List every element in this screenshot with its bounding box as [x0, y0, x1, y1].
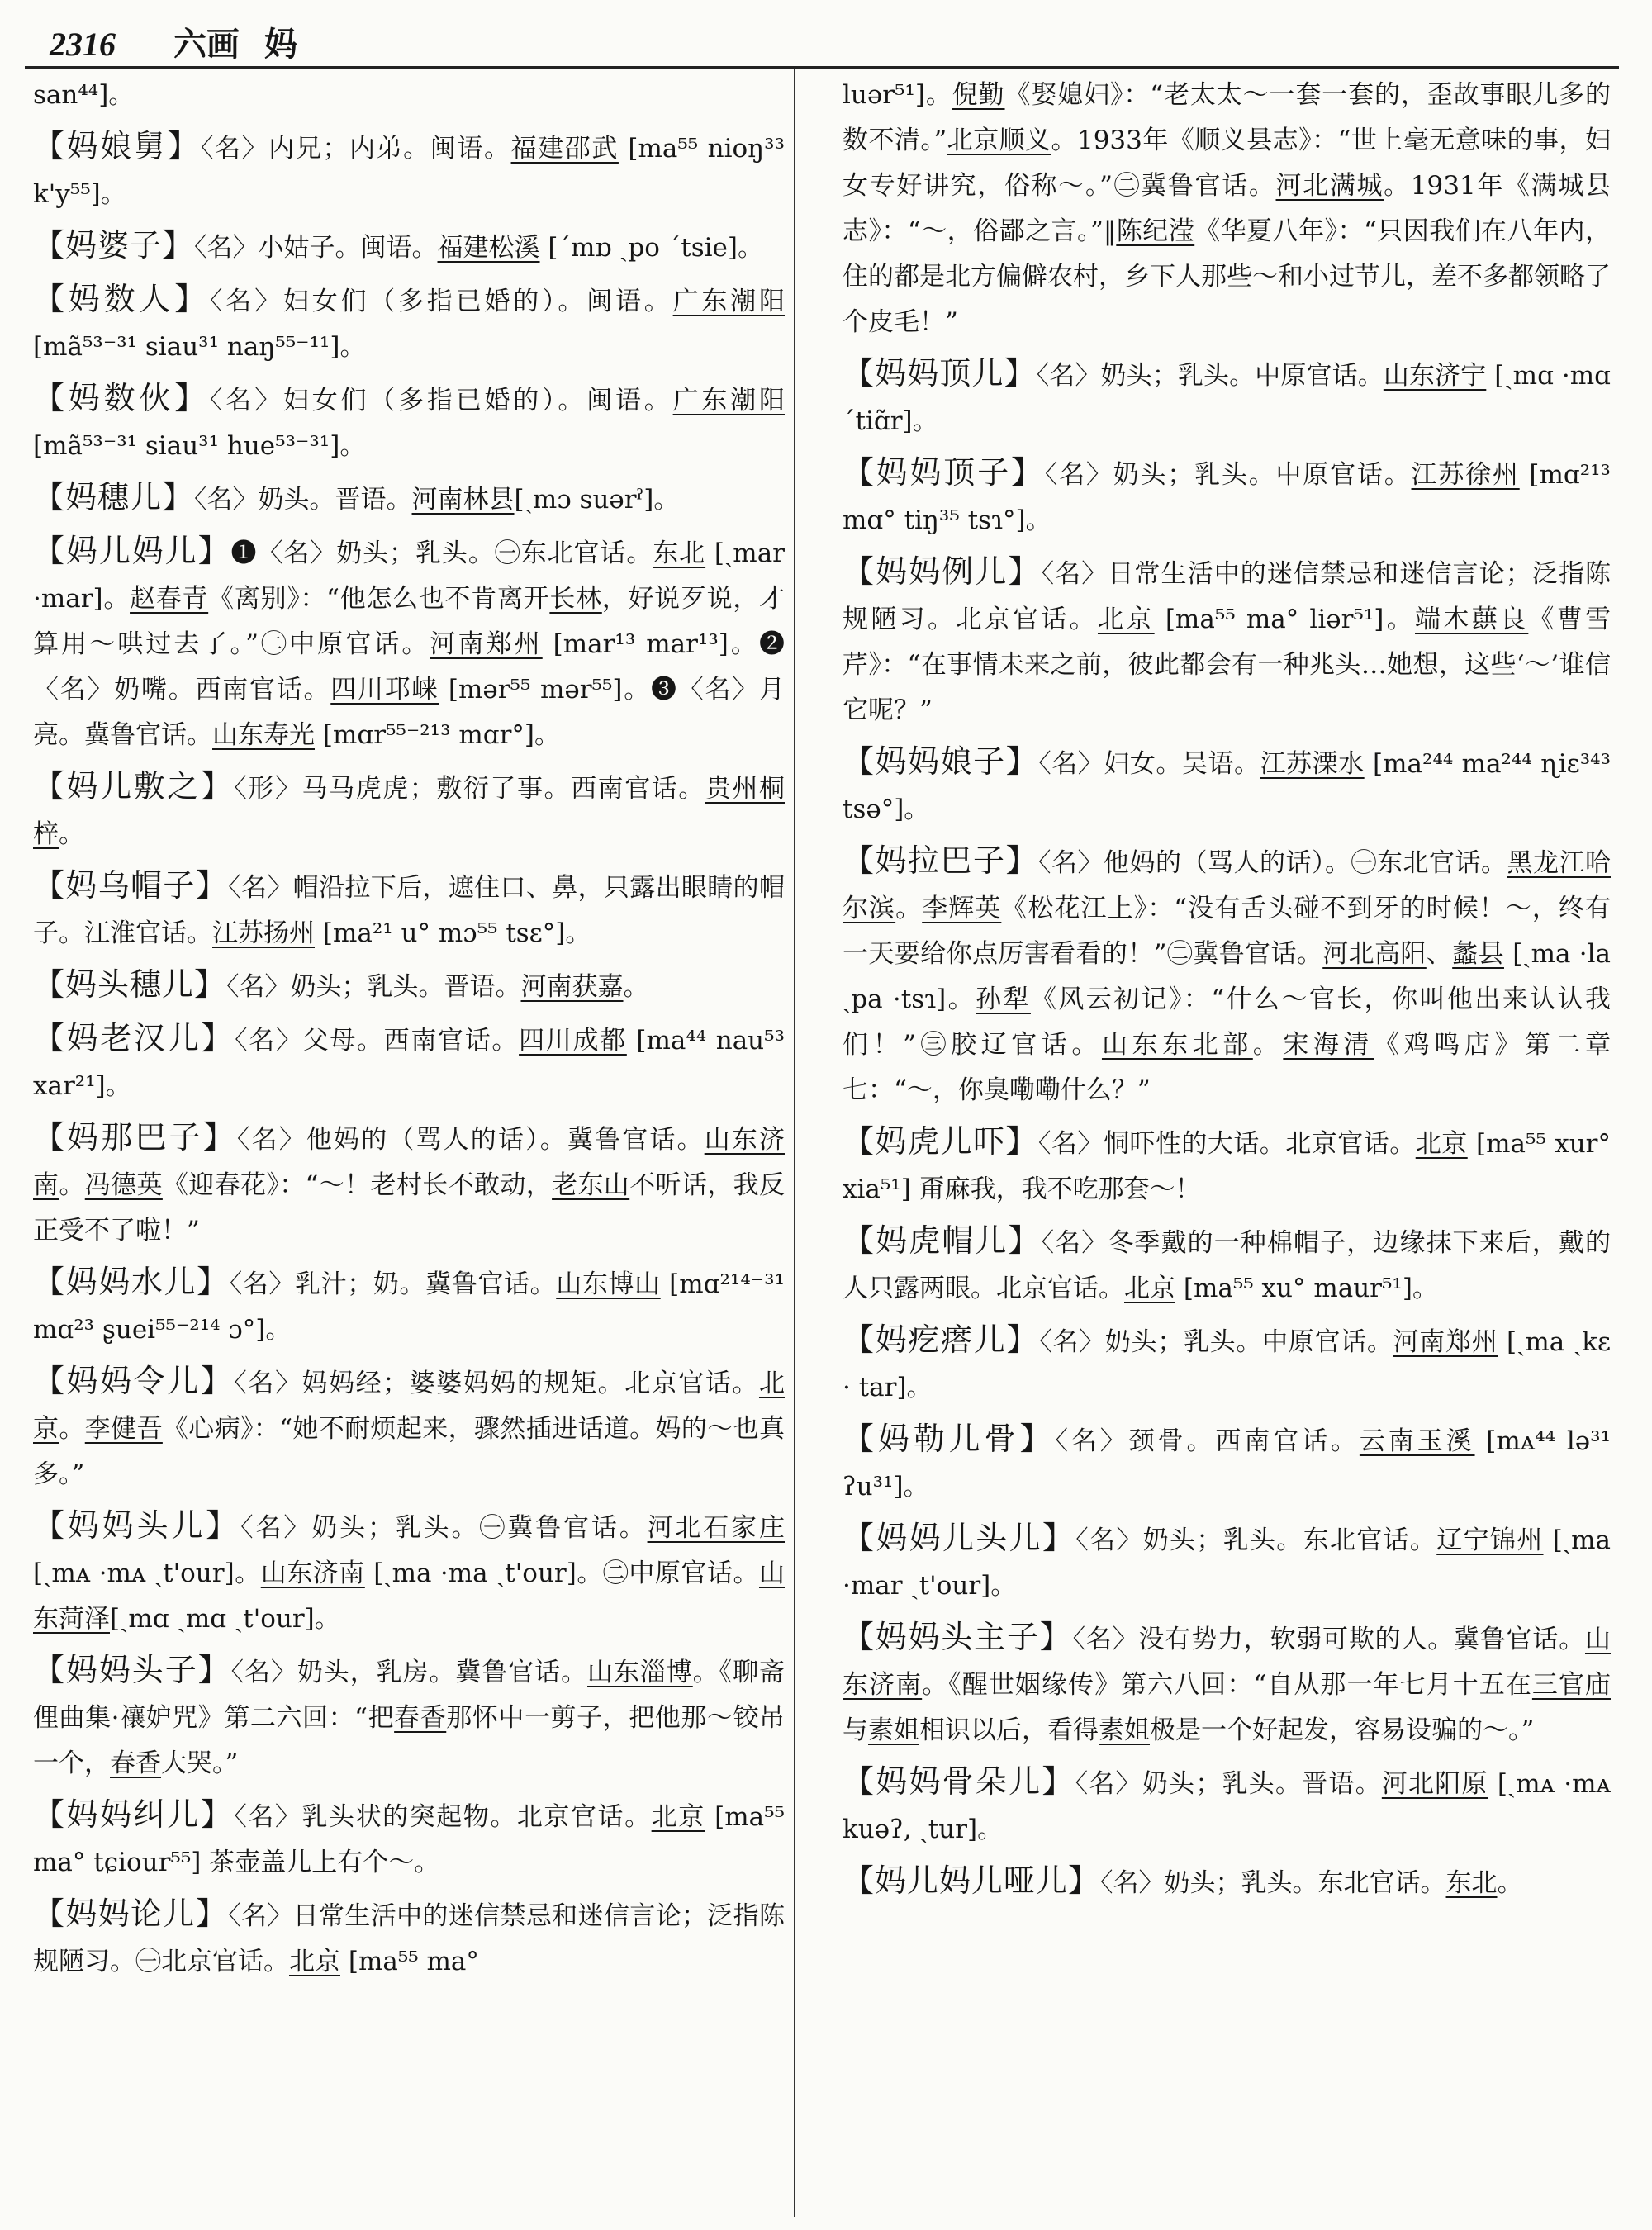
dictionary-entry	[843, 739, 1611, 833]
entry-text: 。	[895, 894, 923, 923]
entry-text: 、	[1426, 939, 1453, 969]
entry-text: [ma⁵⁵ ma°	[340, 1947, 479, 1976]
entry-text: 〈名〉内兄；内弟。闽语。	[200, 134, 511, 164]
entry-text: [mɑ²¹³ mɑ° tiŋ³⁵ tsɿ°]。	[843, 460, 1611, 535]
place-or-name-underlined: 北京顺义	[947, 126, 1051, 155]
place-or-name-underlined: 广东潮阳	[672, 386, 785, 415]
entry-text: [ma⁵⁵ nioŋ³³ k'y⁵⁵]。	[33, 134, 785, 209]
entry-text: [mã⁵³⁻³¹ siau³¹ hue⁵³⁻³¹]。	[33, 431, 366, 461]
dictionary-entry	[843, 1416, 1611, 1510]
entry-text: [ma⁴⁴ nau⁵³ xar²¹]。	[33, 1026, 785, 1101]
section-label: 六画	[173, 25, 240, 64]
entry-text: 《鸡鸣店》第二章七：“～，你臭嘞嘞什么？”	[843, 1030, 1611, 1105]
place-or-name-underlined: 山东菏泽	[33, 1559, 785, 1634]
dictionary-entry	[843, 1759, 1611, 1853]
entry-text: [ˏmɑ ˏmɑ ˏt'our]。	[110, 1604, 340, 1634]
left-column	[33, 73, 785, 2220]
entry-text: 《松花江上》：“没有舌头碰不到牙的时候！～，终有一天要给你点厉害看看的！”㊁冀鲁官话。	[843, 894, 1611, 969]
entry-headword: 【妈儿敷之】	[33, 768, 235, 804]
dictionary-entry	[843, 351, 1611, 444]
header-rule	[25, 66, 1619, 69]
place-or-name-underlined: 山东济宁	[1383, 361, 1487, 391]
entry-text: [mar¹³ mar¹³]。❷〈名〉奶嘴。西南官话。	[33, 629, 785, 705]
place-or-name-underlined: 东北	[653, 539, 706, 568]
entry-headword: 【妈妈例儿】	[843, 553, 1042, 590]
place-or-name-underlined: 春香	[394, 1703, 447, 1733]
place-or-name-underlined: 山东济南	[843, 1625, 1611, 1700]
entry-text: [ˏmɔ suərˀ]。	[514, 485, 680, 515]
entry-text: 〈名〉小姑子。闽语。	[194, 233, 438, 263]
entry-text: [ma²¹ u° mɔ⁵⁵ tsɛ°]。	[315, 918, 591, 948]
entry-text: [ˏmar ·mar]。	[33, 539, 785, 614]
entry-text: 〈名〉没有势力，软弱可欺的人。冀鲁官话。	[1072, 1625, 1585, 1654]
entry-headword: 【妈头穗儿】	[33, 966, 227, 1003]
entry-text: 〈名〉日常生活中的迷信禁忌和迷信言论；泛指陈规陋习。㊀北京官话。	[33, 1901, 785, 1976]
dictionary-entry	[33, 1891, 785, 1985]
entry-text: 《曹雪芹》：“在事情未来之前，彼此都会有一种兆头…她想，这些‘～’谁信它呢？”	[843, 605, 1611, 725]
header-character: 妈	[264, 25, 297, 64]
entry-text: 。1933年《顺义县志》：“世上毫无意味的事，妇女专好讲究，俗称～。”㊁冀鲁官话。	[843, 126, 1611, 201]
place-or-name-underlined: 素姐	[1099, 1715, 1150, 1745]
place-or-name-underlined: 端木蕻良	[1415, 605, 1529, 634]
entry-text: [mər⁵⁵ mər⁵⁵]。❸〈名〉月亮。冀鲁官话。	[33, 675, 785, 750]
entry-text: 。	[623, 972, 649, 1002]
place-or-name-underlined: 河北满城	[1275, 171, 1384, 201]
entry-headword: 【妈数人】	[33, 281, 210, 317]
place-or-name-underlined: 蠡县	[1452, 939, 1504, 969]
entry-text: [ˏma ·la ˏpa ·tsɿ]。	[843, 939, 1611, 1014]
dictionary-entry	[33, 475, 785, 523]
entry-text: 〈名〉妇女们（多指已婚的）。闽语。	[210, 287, 673, 316]
place-or-name-underlined: 贵州桐梓	[33, 774, 785, 849]
entry-text: 〈名〉乳汁；奶。冀鲁官话。	[229, 1269, 557, 1299]
entry-text: 〈名〉他妈的（骂人的话）。冀鲁官话。	[236, 1125, 705, 1155]
dictionary-entry	[33, 1792, 785, 1886]
entry-text: [ma⁵⁵ ma° tɕiour⁵⁵] 茶壶盖儿上有个～。	[33, 1802, 785, 1877]
entry-headword: 【妈妈令儿】	[33, 1363, 235, 1399]
entry-headword: 【妈虎儿吓】	[843, 1123, 1038, 1160]
dictionary-entry	[33, 376, 785, 469]
place-or-name-underlined: 河南郑州	[1393, 1327, 1498, 1357]
place-or-name-underlined: 春香	[110, 1748, 161, 1778]
entry-text: 。《醒世姻缘传》第六八回：“自从那一年七月十五在	[922, 1670, 1532, 1700]
dictionary-entry	[33, 277, 785, 370]
dictionary-entry	[33, 863, 785, 956]
entry-headword: 【妈拉巴子】	[843, 842, 1038, 879]
place-or-name-underlined: 黑龙江哈尔滨	[843, 848, 1611, 923]
entry-text: 。《聊斋俚曲集·禳妒咒》第二六回：“把	[33, 1658, 785, 1733]
entry-headword: 【妈老汉儿】	[33, 1020, 235, 1056]
entry-text: 〈名〉奶头。晋语。	[194, 485, 412, 515]
entry-text: 《华夏八年》：“只因我们在八年内，住的都是北方偏僻农村，乡下人那些～和小过节儿，差不多都领略了个皮毛！”	[843, 216, 1611, 337]
place-or-name-underlined: 云南玉溪	[1359, 1426, 1475, 1456]
place-or-name-underlined: 李健吾	[84, 1414, 163, 1444]
entry-text: 《迎春花》：“～！老村长不敢动，	[162, 1170, 553, 1200]
place-or-name-underlined: 北京	[1097, 605, 1155, 634]
place-or-name-underlined: 广东潮阳	[672, 287, 785, 316]
dictionary-entry	[33, 124, 785, 217]
dictionary-entry	[33, 1260, 785, 1353]
right-column	[843, 73, 1611, 2220]
place-or-name-underlined: 河南获嘉	[520, 972, 624, 1002]
dictionary-entry	[33, 1359, 785, 1497]
place-or-name-underlined: 山东淄博	[587, 1658, 693, 1687]
entry-text: 。1931年《满城县志》：“～，俗鄙之言。”‖	[843, 171, 1611, 246]
entry-text: 〈名〉奶头；乳头。㊀冀鲁官话。	[240, 1513, 648, 1543]
entry-text: [ˏma ˏkɛ · tar]。	[843, 1327, 1611, 1402]
page-header	[50, 18, 1602, 68]
entry-text: 〈名〉奶头；乳头。东北官话。	[1100, 1868, 1446, 1898]
entry-text: [mᴀ⁴⁴ lə³¹ ʔu³¹]。	[843, 1426, 1611, 1502]
entry-text: 〈形〉马马虎虎；敷衍了事。西南官话。	[234, 774, 705, 804]
entry-text: 相识以后，看得	[919, 1715, 1099, 1745]
place-or-name-underlined: 宋海清	[1283, 1030, 1374, 1060]
entry-text: 〈名〉妈妈经；婆婆妈妈的规矩。北京官话。	[234, 1369, 759, 1398]
entry-text: 极是一个好起发，容易设骗的～。”	[1150, 1715, 1535, 1745]
left-continuation: san⁴⁴]。	[33, 80, 135, 110]
dictionary-entry	[33, 764, 785, 857]
entry-text: [ˏmᴀ ·mᴀ ˏt'our]。	[33, 1559, 261, 1588]
entry-text: [mɑr⁵⁵⁻²¹³ mɑr°]。	[315, 720, 561, 750]
place-or-name-underlined: 福建邵武	[510, 134, 619, 164]
dictionary-entry	[843, 1615, 1611, 1753]
entry-text: 。	[59, 1170, 85, 1200]
entry-text: ❶〈名〉奶头；乳头。㊀东北官话。	[230, 539, 653, 568]
entry-text: 〈名〉颈骨。西南官话。	[1055, 1426, 1360, 1456]
entry-headword: 【妈虎帽儿】	[843, 1222, 1042, 1259]
entry-headword: 【妈儿妈儿哑儿】	[843, 1862, 1101, 1899]
place-or-name-underlined: 素姐	[868, 1715, 919, 1745]
dictionary-entry	[843, 838, 1611, 1113]
entry-text: 。	[1252, 1030, 1284, 1060]
entry-headword: 【妈妈头主子】	[843, 1619, 1073, 1655]
entry-headword: 【妈那巴子】	[33, 1119, 237, 1155]
place-or-name-underlined: 福建松溪	[437, 233, 540, 263]
entry-headword: 【妈勒儿骨】	[843, 1421, 1056, 1457]
dictionary-entry	[33, 962, 785, 1010]
entry-text: [ˏma ·mar ˏt'our]。	[843, 1525, 1611, 1601]
dictionary-entry	[33, 1648, 785, 1786]
entry-headword: 【妈疙瘩儿】	[843, 1321, 1040, 1358]
place-or-name-underlined: 河北石家庄	[647, 1513, 785, 1543]
entry-text: 。	[1497, 1868, 1523, 1898]
place-or-name-underlined: 江苏扬州	[212, 918, 315, 948]
entry-text: 〈名〉乳头状的突起物。北京官话。	[234, 1802, 652, 1832]
dictionary-entry	[33, 1016, 785, 1109]
entry-text: [ma⁵⁵ xur° xia⁵¹] 甭麻我，我不吃那套～！	[843, 1129, 1611, 1204]
dictionary-entry	[33, 1503, 785, 1642]
place-or-name-underlined: 江苏徐州	[1411, 460, 1520, 490]
entry-text: [mã⁵³⁻³¹ siau³¹ naŋ⁵⁵⁻¹¹]。	[33, 332, 366, 362]
entry-text: [ma⁵⁵ xu° maur⁵¹]。	[1175, 1274, 1438, 1303]
entry-text: 〈名〉奶头；乳头。中原官话。	[1036, 361, 1384, 391]
entry-text: 〈名〉奶头；乳头。晋语。	[226, 972, 521, 1002]
entry-text: [ˏmɑ ·mɑ ˊtiɑ̃r]。	[843, 361, 1611, 436]
place-or-name-underlined: 赵春青	[130, 584, 209, 614]
entry-text: luər⁵¹]。	[843, 80, 952, 110]
entry-headword: 【妈妈水儿】	[33, 1264, 230, 1300]
place-or-name-underlined: 三官庙	[1531, 1670, 1611, 1700]
place-or-name-underlined: 李辉英	[922, 894, 1002, 923]
place-or-name-underlined: 山东济南	[260, 1559, 365, 1588]
place-or-name-underlined: 四川成都	[519, 1026, 627, 1056]
entry-text: ，好说歹说，才算用～哄过去了。”㊁中原官话。	[33, 584, 785, 659]
dictionary-entry	[843, 549, 1611, 733]
entry-headword: 【妈妈娘子】	[843, 743, 1039, 780]
place-or-name-underlined: 山东寿光	[212, 720, 315, 750]
entry-headword: 【妈妈头儿】	[33, 1507, 241, 1544]
place-or-name-underlined: 山东东北部	[1101, 1030, 1253, 1060]
entry-headword: 【妈妈头子】	[33, 1652, 231, 1688]
place-or-name-underlined: 老东山	[552, 1170, 630, 1200]
place-or-name-underlined: 东北	[1446, 1868, 1498, 1898]
entry-text: 〈名〉妇女们（多指已婚的）。闽语。	[210, 386, 673, 415]
entry-headword: 【妈数伙】	[33, 380, 210, 416]
entry-text: 大哭。”	[161, 1748, 239, 1778]
place-or-name-underlined: 河北阳原	[1381, 1769, 1488, 1799]
entry-headword: 【妈婆子】	[33, 227, 195, 263]
entry-text: 与	[843, 1715, 868, 1745]
entry-text: 〈名〉妇女。吴语。	[1038, 749, 1260, 779]
place-or-name-underlined: 辽宁锦州	[1436, 1525, 1544, 1555]
entry-headword: 【妈妈顶儿】	[843, 355, 1037, 391]
place-or-name-underlined: 长林	[549, 584, 602, 614]
place-or-name-underlined: 北京	[651, 1802, 705, 1832]
place-or-name-underlined: 河南郑州	[430, 629, 543, 659]
place-or-name-underlined: 河北高阳	[1322, 939, 1427, 969]
entry-text: 那怀中一剪子，把他那～铰吊一个，	[33, 1703, 785, 1778]
dictionary-entry	[843, 1516, 1611, 1609]
dictionary-entry	[843, 1119, 1611, 1212]
entry-text: 〈名〉奶头；乳头。东北官话。	[1075, 1525, 1437, 1555]
place-or-name-underlined: 江苏溧水	[1260, 749, 1365, 779]
entry-headword: 【妈妈论儿】	[33, 1896, 229, 1932]
entry-text: [ˊmɒ ˏpo ˊtsie]。	[539, 233, 763, 263]
entry-headword: 【妈穗儿】	[33, 479, 195, 515]
entry-text: [mɑ²¹⁴⁻³¹ mɑ²³ ʂuei⁵⁵⁻²¹⁴ ɔ°]。	[33, 1269, 785, 1345]
place-or-name-underlined: 孙犁	[976, 985, 1031, 1014]
entry-headword: 【妈娘舅】	[33, 128, 201, 164]
entry-headword: 【妈妈纠儿】	[33, 1796, 235, 1833]
place-or-name-underlined: 北京	[1124, 1274, 1175, 1303]
right-continuation	[843, 73, 1611, 345]
entry-text: 。	[59, 819, 84, 849]
entry-text: 《心病》：“她不耐烦起来，骤然插进话道。妈的～也真多。”	[33, 1414, 785, 1489]
column-divider	[794, 69, 795, 2217]
entry-text: 〈名〉冬季戴的一种棉帽子，边缘抹下来后，戴的人只露两眼。北京官话。	[843, 1228, 1611, 1303]
entry-text: 〈名〉恫吓性的大话。北京官话。	[1037, 1129, 1416, 1159]
place-or-name-underlined: 倪勤	[952, 80, 1005, 110]
entry-headword: 【妈妈儿头儿】	[843, 1520, 1076, 1556]
place-or-name-underlined: 北京	[289, 1947, 340, 1976]
entry-text: 〈名〉父母。西南官话。	[235, 1026, 520, 1056]
entry-text: 〈名〉奶头；乳头。中原官话。	[1039, 1327, 1393, 1357]
place-or-name-underlined: 四川邛崃	[330, 675, 439, 705]
place-or-name-underlined: 河南林县	[411, 485, 515, 515]
entry-text: 〈名〉帽沿拉下后，遮住口、鼻，只露出眼睛的帽子。江淮官话。	[33, 873, 785, 948]
dictionary-entry	[33, 223, 785, 271]
entry-headword: 【妈乌帽子】	[33, 867, 229, 904]
entry-text: 《离别》：“他怎么也不肯离开	[208, 584, 550, 614]
entry-text: 《风云初记》：“什么～官长，你叫他出来认认我们！”㊂胶辽官话。	[843, 985, 1611, 1060]
entry-text: [ˏmᴀ ·mᴀ kuəʔ, ˏtur]。	[843, 1769, 1611, 1844]
dictionary-entry	[843, 1218, 1611, 1312]
place-or-name-underlined: 北京	[33, 1369, 785, 1444]
entry-text: 《娶媳妇》：“老太太～一套一套的，歪故事眼儿多的数不清。”	[843, 80, 1611, 155]
dictionary-entry	[843, 1317, 1611, 1411]
page-number: 2316	[50, 26, 116, 63]
entry-text: [ma²⁴⁴ ma²⁴⁴ ɳiɛ³⁴³ tsə°]。	[843, 749, 1611, 824]
entry-headword: 【妈妈骨朵儿】	[843, 1763, 1075, 1800]
entry-text: 〈名〉奶头；乳头。中原官话。	[1044, 460, 1412, 490]
entry-text: [ma⁵⁵ ma° liər⁵¹]。	[1154, 605, 1416, 634]
entry-headword: 【妈儿妈儿】	[33, 533, 231, 569]
place-or-name-underlined: 陈纪滢	[1116, 216, 1195, 246]
dictionary-entry	[33, 529, 785, 758]
entry-text: 〈名〉奶头；乳头。晋语。	[1075, 1769, 1382, 1799]
entry-text: 不听话，我反正受不了啦！”	[33, 1170, 785, 1245]
entry-text: 〈名〉奶头，乳房。冀鲁官话。	[230, 1658, 588, 1687]
place-or-name-underlined: 山东济南	[33, 1125, 785, 1200]
dictionary-entry	[33, 1115, 785, 1254]
place-or-name-underlined: 冯德英	[84, 1170, 163, 1200]
dictionary-entry	[843, 1858, 1611, 1906]
entry-headword: 【妈妈顶子】	[843, 454, 1045, 491]
place-or-name-underlined: 北京	[1415, 1129, 1468, 1159]
place-or-name-underlined: 山东博山	[556, 1269, 661, 1299]
entry-text: 。	[59, 1414, 85, 1444]
entry-text: [ˏma ·ma ˏt'our]。㊁中原官话。	[364, 1559, 759, 1588]
entry-text: 〈名〉他妈的（骂人的话）。㊀东北官话。	[1038, 848, 1507, 878]
dictionary-entry	[843, 450, 1611, 543]
entry-text: 〈名〉日常生活中的迷信禁忌和迷信言论；泛指陈规陋习。北京官话。	[843, 559, 1611, 634]
